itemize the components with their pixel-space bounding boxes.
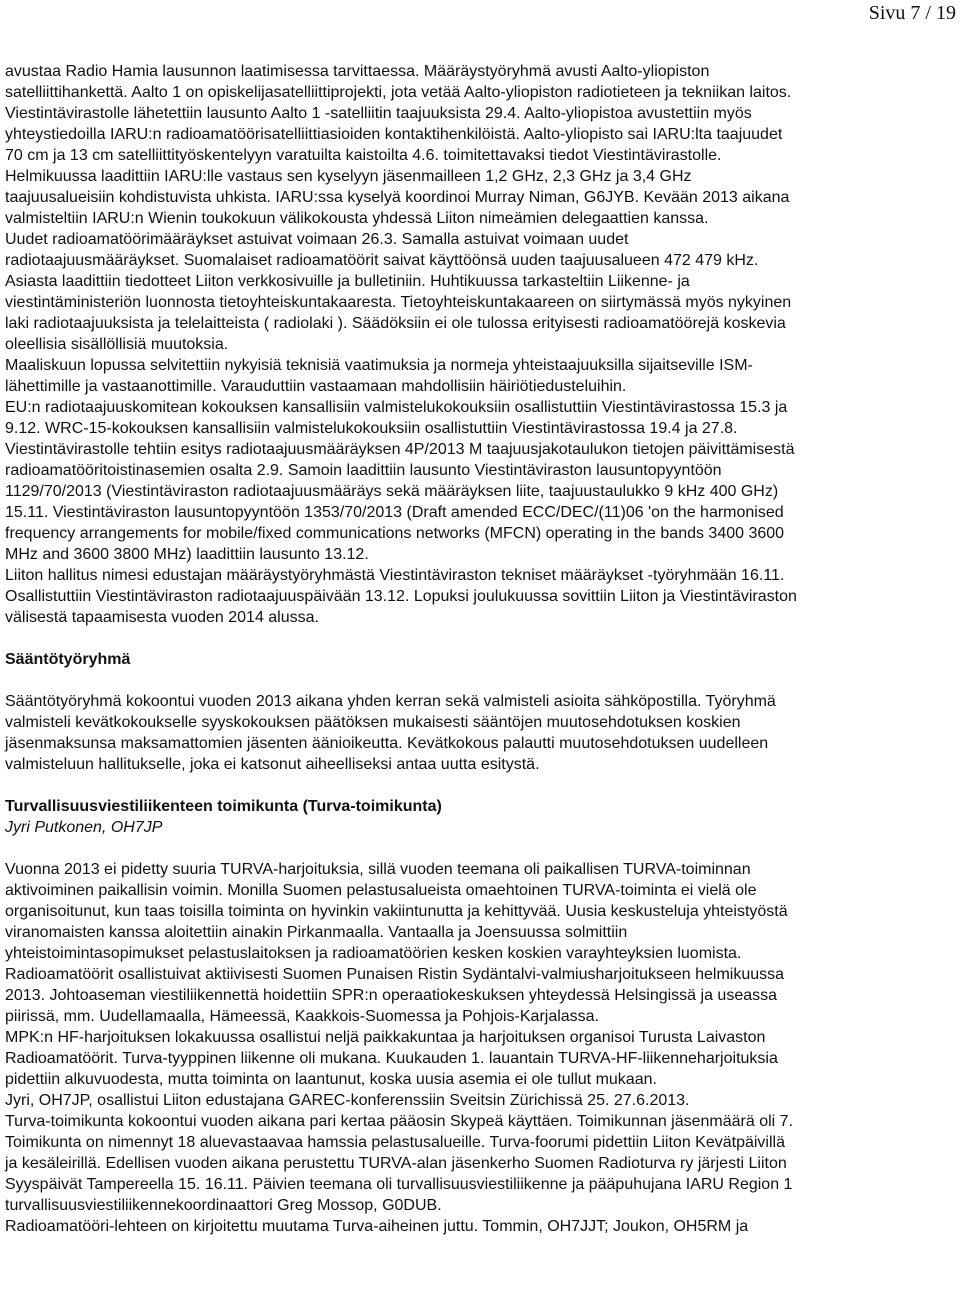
text-line: yhteistoimintasopimukset pelastuslaitoksen ja radioamatöörien kesken koskien varayhteyksien luomista. xyxy=(5,945,742,962)
paragraph-block xyxy=(5,61,953,628)
text-line: valmisteltiin IARU:n Wienin toukokuun välikokousta yhdessä Liiton nimeämien delegaattien kanssa. xyxy=(5,210,709,227)
section-heading: Turvallisuusviestiliikenteen toimikunta (Turva-toimikunta) xyxy=(5,798,442,815)
paragraph-block xyxy=(5,859,953,1237)
text-line: Sääntötyöryhmä kokoontui vuoden 2013 aikana yhden kerran sekä valmisteli asioita sähköpostilla. Työryhmä xyxy=(5,693,776,710)
text-line: Uudet radioamatöörimääräykset astuivat voimaan 26.3. Samalla astuivat voimaan uudet xyxy=(5,231,629,248)
section-author: Jyri Putkonen, OH7JP xyxy=(5,819,163,836)
text-line: piirissä, mm. Uudellamaalla, Hämeessä, Kaakkois-Suomessa ja Pohjois-Karjalassa. xyxy=(5,1008,600,1025)
text-line: 15.11. Viestintäviraston lausuntopyyntöön 1353/70/2013 (Draft amended ECC/DEC/(11)06 'on the harmonised xyxy=(5,504,784,521)
text-line: valmisteluun hallitukselle, joka ei katsonut aiheelliseksi antaa uutta esitystä. xyxy=(5,756,540,773)
text-line: Viestintävirastolle lähetettiin lausunto Aalto 1 -satelliitin taajuuksista 29.4. Aalto-yliopistoa avustettiin myös xyxy=(5,105,752,122)
text-line: Radioamatöörit osallistuivat aktiivisesti Suomen Punaisen Ristin Sydäntalvi-valmiusharjoitukseen helmikuussa xyxy=(5,966,785,983)
text-line: yhteystiedoilla IARU:n radioamatöörisatelliittiasioiden kontaktihenkilöistä. Aalto-yliopisto sai IARU:lta taajuudet xyxy=(5,126,783,143)
text-line: Helmikuussa laadittiin IARU:lle vastaus sen kyselyyn jäsenmailleen 1,2 GHz, 2,3 GHz ja 3,4 GHz xyxy=(5,168,692,185)
text-line: jäsenmaksunsa maksamattomien jäsenten äänioikeutta. Kevätkokous palautti muutosehdotuksen uudelleen xyxy=(5,735,769,752)
text-line: Maaliskuun lopussa selvitettiin nykyisiä teknisiä vaatimuksia ja normeja yhteistaajuuksilla sijaitseville ISM- xyxy=(5,357,753,374)
text-line: pidettiin alkuvuodesta, mutta toiminta on laantunut, koska uusia asemia ei ole tullut mukaan. xyxy=(5,1071,657,1088)
text-line: välisestä tapaamisesta vuoden 2014 alussa. xyxy=(5,609,319,626)
text-line: radiotaajuusmääräykset. Suomalaiset radioamatöörit saivat käyttöönsä uuden taajuusalueen 472 479 kHz. xyxy=(5,252,759,269)
text-line: turvallisuusviestiliikennekoordinaattori Greg Mossop, G0DUB. xyxy=(5,1197,442,1214)
spacer xyxy=(5,670,953,691)
text-line: 9.12. WRC-15-kokouksen kansallisiin valmistelukokouksiin osallistuttiin Viestintävirastossa 19.4 ja 27.8. xyxy=(5,420,738,437)
text-line: Asiasta laadittiin tiedotteet Liiton verkkosivuille ja bulletiniin. Huhtikuussa tarkasteltiin Liikenne- ja xyxy=(5,273,690,290)
text-line: lähettimille ja vastaanottimille. Varauduttiin vastaamaan mahdollisiin häiriötiedusteluihin. xyxy=(5,378,627,395)
section-heading: Sääntötyöryhmä xyxy=(5,651,131,668)
spacer xyxy=(5,838,953,859)
text-line: radioamatööritoistinasemien osalta 2.9. Samoin laadittiin lausunto Viestintäviraston lausuntopyyntöön xyxy=(5,462,722,479)
text-line: Viestintävirastolle tehtiin esitys radiotaajuusmääräyksen 4P/2013 M taajuusjakotaulukon tietojen päivittämisestä xyxy=(5,441,795,458)
text-line: taajuusalueisiin kohdistuvista uhkista. IARU:ssa kyselyä koordinoi Murray Niman, G6JYB. Kevään 2013 aikana xyxy=(5,189,790,206)
spacer xyxy=(5,628,953,649)
text-line: Jyri, OH7JP, osallistui Liiton edustajana GAREC-konferenssiin Sveitsin Zürichissä 25. 27.6.2013. xyxy=(5,1092,690,1109)
text-line: MHz and 3600 3800 MHz) laadittiin lausunto 13.12. xyxy=(5,546,369,563)
spacer xyxy=(5,775,953,796)
text-line: EU:n radiotaajuuskomitean kokouksen kansallisiin valmistelukokouksiin osallistuttiin Viestintävirastossa 15.3 ja xyxy=(5,399,788,416)
paragraph-block xyxy=(5,691,953,775)
text-line: Syyspäivät Tampereella 15. 16.11. Päivien teemana oli turvallisuusviestiliikenne ja pääpuhujana IARU Region 1 xyxy=(5,1176,793,1193)
text-line: 2013. Johtoaseman viestiliikennettä hoidettiin SPR:n operaatiokeskuksen yhteydessä Helsingissä ja useassa xyxy=(5,987,778,1004)
text-line: laki radiotaajuuksista ja telelaitteista ( radiolaki ). Säädöksiin ei ole tulossa erityisesti radioamatöörejä koskevia xyxy=(5,315,786,332)
text-line: frequency arrangements for mobile/fixed communications networks (MFCN) operating in the bands 3400 3600 xyxy=(5,525,785,542)
text-line: 70 cm ja 13 cm satelliittityöskentelyyn varatuilta kaistoilta 4.6. toimitettavaksi tiedot Viestintävirastolle. xyxy=(5,147,722,164)
text-line: organisoitunut, kun taas toisilla toiminta on hyvinkin vakiintunutta ja kehittyvää. Uusia keskusteluja yhteistyöstä xyxy=(5,903,788,920)
text-line: satelliittihankettä. Aalto 1 on opiskelijasatelliittiprojekti, jota vetää Aalto-yliopiston radiotieteen ja tekniikan laitos. xyxy=(5,84,792,101)
text-line: avustaa Radio Hamia lausunnon laatimisessa tarvittaessa. Määräystyöryhmä avusti Aalto-yliopiston xyxy=(5,63,710,80)
text-line: oleellisia sisällöllisiä muutoksia. xyxy=(5,336,229,353)
text-line: valmisteli kevätkokoukselle syyskokouksen päätöksen mukaisesti sääntöjen muutosehdotuksen koskien xyxy=(5,714,741,731)
text-line: 1129/70/2013 (Viestintäviraston radiotaajuusmääräys sekä määräyksen liite, taajuustaulukko 9 kHz 400 GHz) xyxy=(5,483,779,500)
text-line: aktivoiminen paikallisin voimin. Monilla Suomen pelastusalueista omaehtoinen TURVA-toiminta ei vielä ole xyxy=(5,882,757,899)
text-line: Toimikunta on nimennyt 18 aluevastaavaa hamssia pelastusalueille. Turva-foorumi pidettiin Liiton Kevätpäivillä xyxy=(5,1134,785,1151)
text-line: MPK:n HF-harjoituksen lokakuussa osallistui neljä paikkakuntaa ja harjoituksen organisoi Turusta Laivaston xyxy=(5,1029,766,1046)
text-line: Radioamatööri-lehteen on kirjoitettu muutama Turva-aiheinen juttu. Tommin, OH7JJT; Joukon, OH5RM ja xyxy=(5,1218,749,1235)
page-number: Sivu 7 / 19 xyxy=(868,2,956,24)
text-line: Radioamatöörit. Turva-tyyppinen liikenne oli mukana. Kuukauden 1. lauantain TURVA-HF-liikenneharjoituksia xyxy=(5,1050,778,1067)
text-line: ja kesäleirillä. Edellisen vuoden aikana perustettu TURVA-alan jäsenkerho Suomen Radioturva ry järjesti Liiton xyxy=(5,1155,787,1172)
text-line: Turva-toimikunta kokoontui vuoden aikana pari kertaa pääosin Skypeä käyttäen. Toimikunnan jäsenmäärä oli 7. xyxy=(5,1113,794,1130)
text-line: Vuonna 2013 ei pidetty suuria TURVA-harjoituksia, sillä vuoden teemana oli paikallisen TURVA-toiminnan xyxy=(5,861,751,878)
text-line: viestintäministeriön luonnosta tietoyhteiskuntakaaresta. Tietoyhteiskuntakaareen on siirtymässä myös nykyinen xyxy=(5,294,792,311)
text-line: Osallistuttiin Viestintäviraston radiotaajuuspäivään 13.12. Lopuksi joulukuussa sovittiin Liiton ja Viestintäviraston xyxy=(5,588,797,605)
text-line: viranomaisten kanssa aloitettiin ainakin Pirkanmaalla. Vantaalla ja Joensuussa solmittiin xyxy=(5,924,628,941)
text-line: Liiton hallitus nimesi edustajan määräystyöryhmästä Viestintäviraston tekniset määräykset -työryhmään 16.11. xyxy=(5,567,785,584)
document-body xyxy=(5,61,953,1237)
